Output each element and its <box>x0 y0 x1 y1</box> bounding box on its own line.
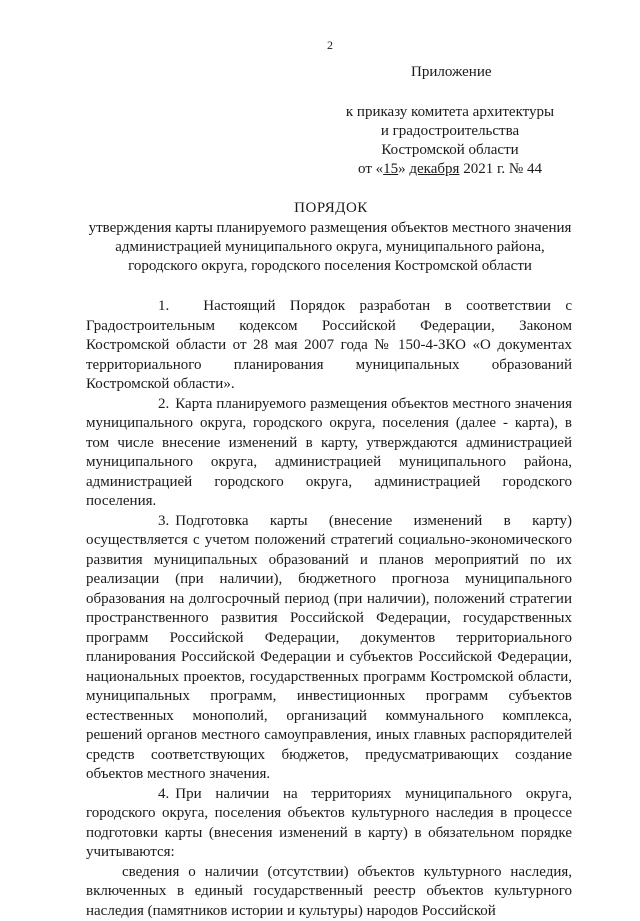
order-date-suffix: 2021 г. № 44 <box>459 161 542 177</box>
subtitle-line-1: утверждения карты планируемого размещения объектов местного значения <box>80 219 580 238</box>
paragraph-text: Подготовка карты (внесение изменений в карту) осуществляется с учетом положений стратегий социально-экономического развития муниципальных образований и планов мероприятий по их реализации (при наличии), бюджетного прогноза муниципального образования на долгосрочный период (при наличии), положений стратегии пространственного развития Российской Федерации, государственных программ Российской Федерации, документов территориального планирования Российской Федерации и субъектов Российской Федерации, национальных проектов, государственных программ Костромской области, муниципальных программ, инвестиционных программ субъектов естественных монополий, организаций коммунального комплекса, решений органов местного самоуправления, иных главных распорядителей средств соответствующих бюджетов, предусматривающих создание объектов местного значения. <box>86 513 572 783</box>
document-title: ПОРЯДОК <box>0 200 640 217</box>
paragraph-3 <box>86 512 572 785</box>
paragraph-number: 3. <box>122 512 169 532</box>
paragraph-number: 4. <box>122 785 169 805</box>
paragraph-5 <box>86 863 572 921</box>
order-date-day: 15 <box>383 161 398 177</box>
document-body <box>86 297 572 921</box>
paragraph-2 <box>86 395 572 512</box>
order-date-prefix: от « <box>358 161 383 177</box>
subtitle-line-2: администрацией муниципального округа, муниципального района, <box>80 238 580 257</box>
paragraph-text: сведения о наличии (отсутствии) объектов культурного наследия, включенных в единый государственный реестр объектов культурного наследия (памятников истории и культуры) народов Российской <box>86 864 572 919</box>
paragraph-number: 2. <box>122 395 169 415</box>
order-date <box>300 160 600 179</box>
order-date-mid: » <box>398 161 409 177</box>
paragraph-text: Карта планируемого размещения объектов местного значения муниципального округа, городского округа, поселения (далее - карта), в том числе внесение изменений в карту, утверждаются администрацией муниципального округа, администрацией муниципального района, администрацией городского округа, администрацией городского поселения. <box>86 396 572 510</box>
paragraph-text: При наличии на территориях муниципального округа, городского округа, поселения объектов культурного наследия в процессе подготовки карты (внесения изменений в карту) в обязательном порядке учитываются: <box>86 786 572 861</box>
order-line-3: Костромской области <box>300 141 600 160</box>
paragraph-number: 1. <box>122 297 169 317</box>
subtitle-line-3: городского округа, городского поселения Костромской области <box>80 257 580 276</box>
order-line-2: и градостроительства <box>300 122 600 141</box>
paragraph-1 <box>86 297 572 395</box>
paragraph-text: Настоящий Порядок разработан в соответствии с Градостроительным кодексом Российской Федерации, Законом Костромской области от 28 мая 2007 года № 150-4-ЗКО «О документах территориального планирования муниципальных образований Костромской области». <box>86 298 572 392</box>
order-date-month: декабря <box>409 161 459 177</box>
document-subtitle <box>80 219 580 276</box>
order-line-1: к приказу комитета архитектуры <box>300 103 600 122</box>
paragraph-4 <box>86 785 572 863</box>
order-reference <box>300 103 600 179</box>
appendix-label: Приложение <box>411 64 492 81</box>
page-number: 2 <box>0 38 640 53</box>
